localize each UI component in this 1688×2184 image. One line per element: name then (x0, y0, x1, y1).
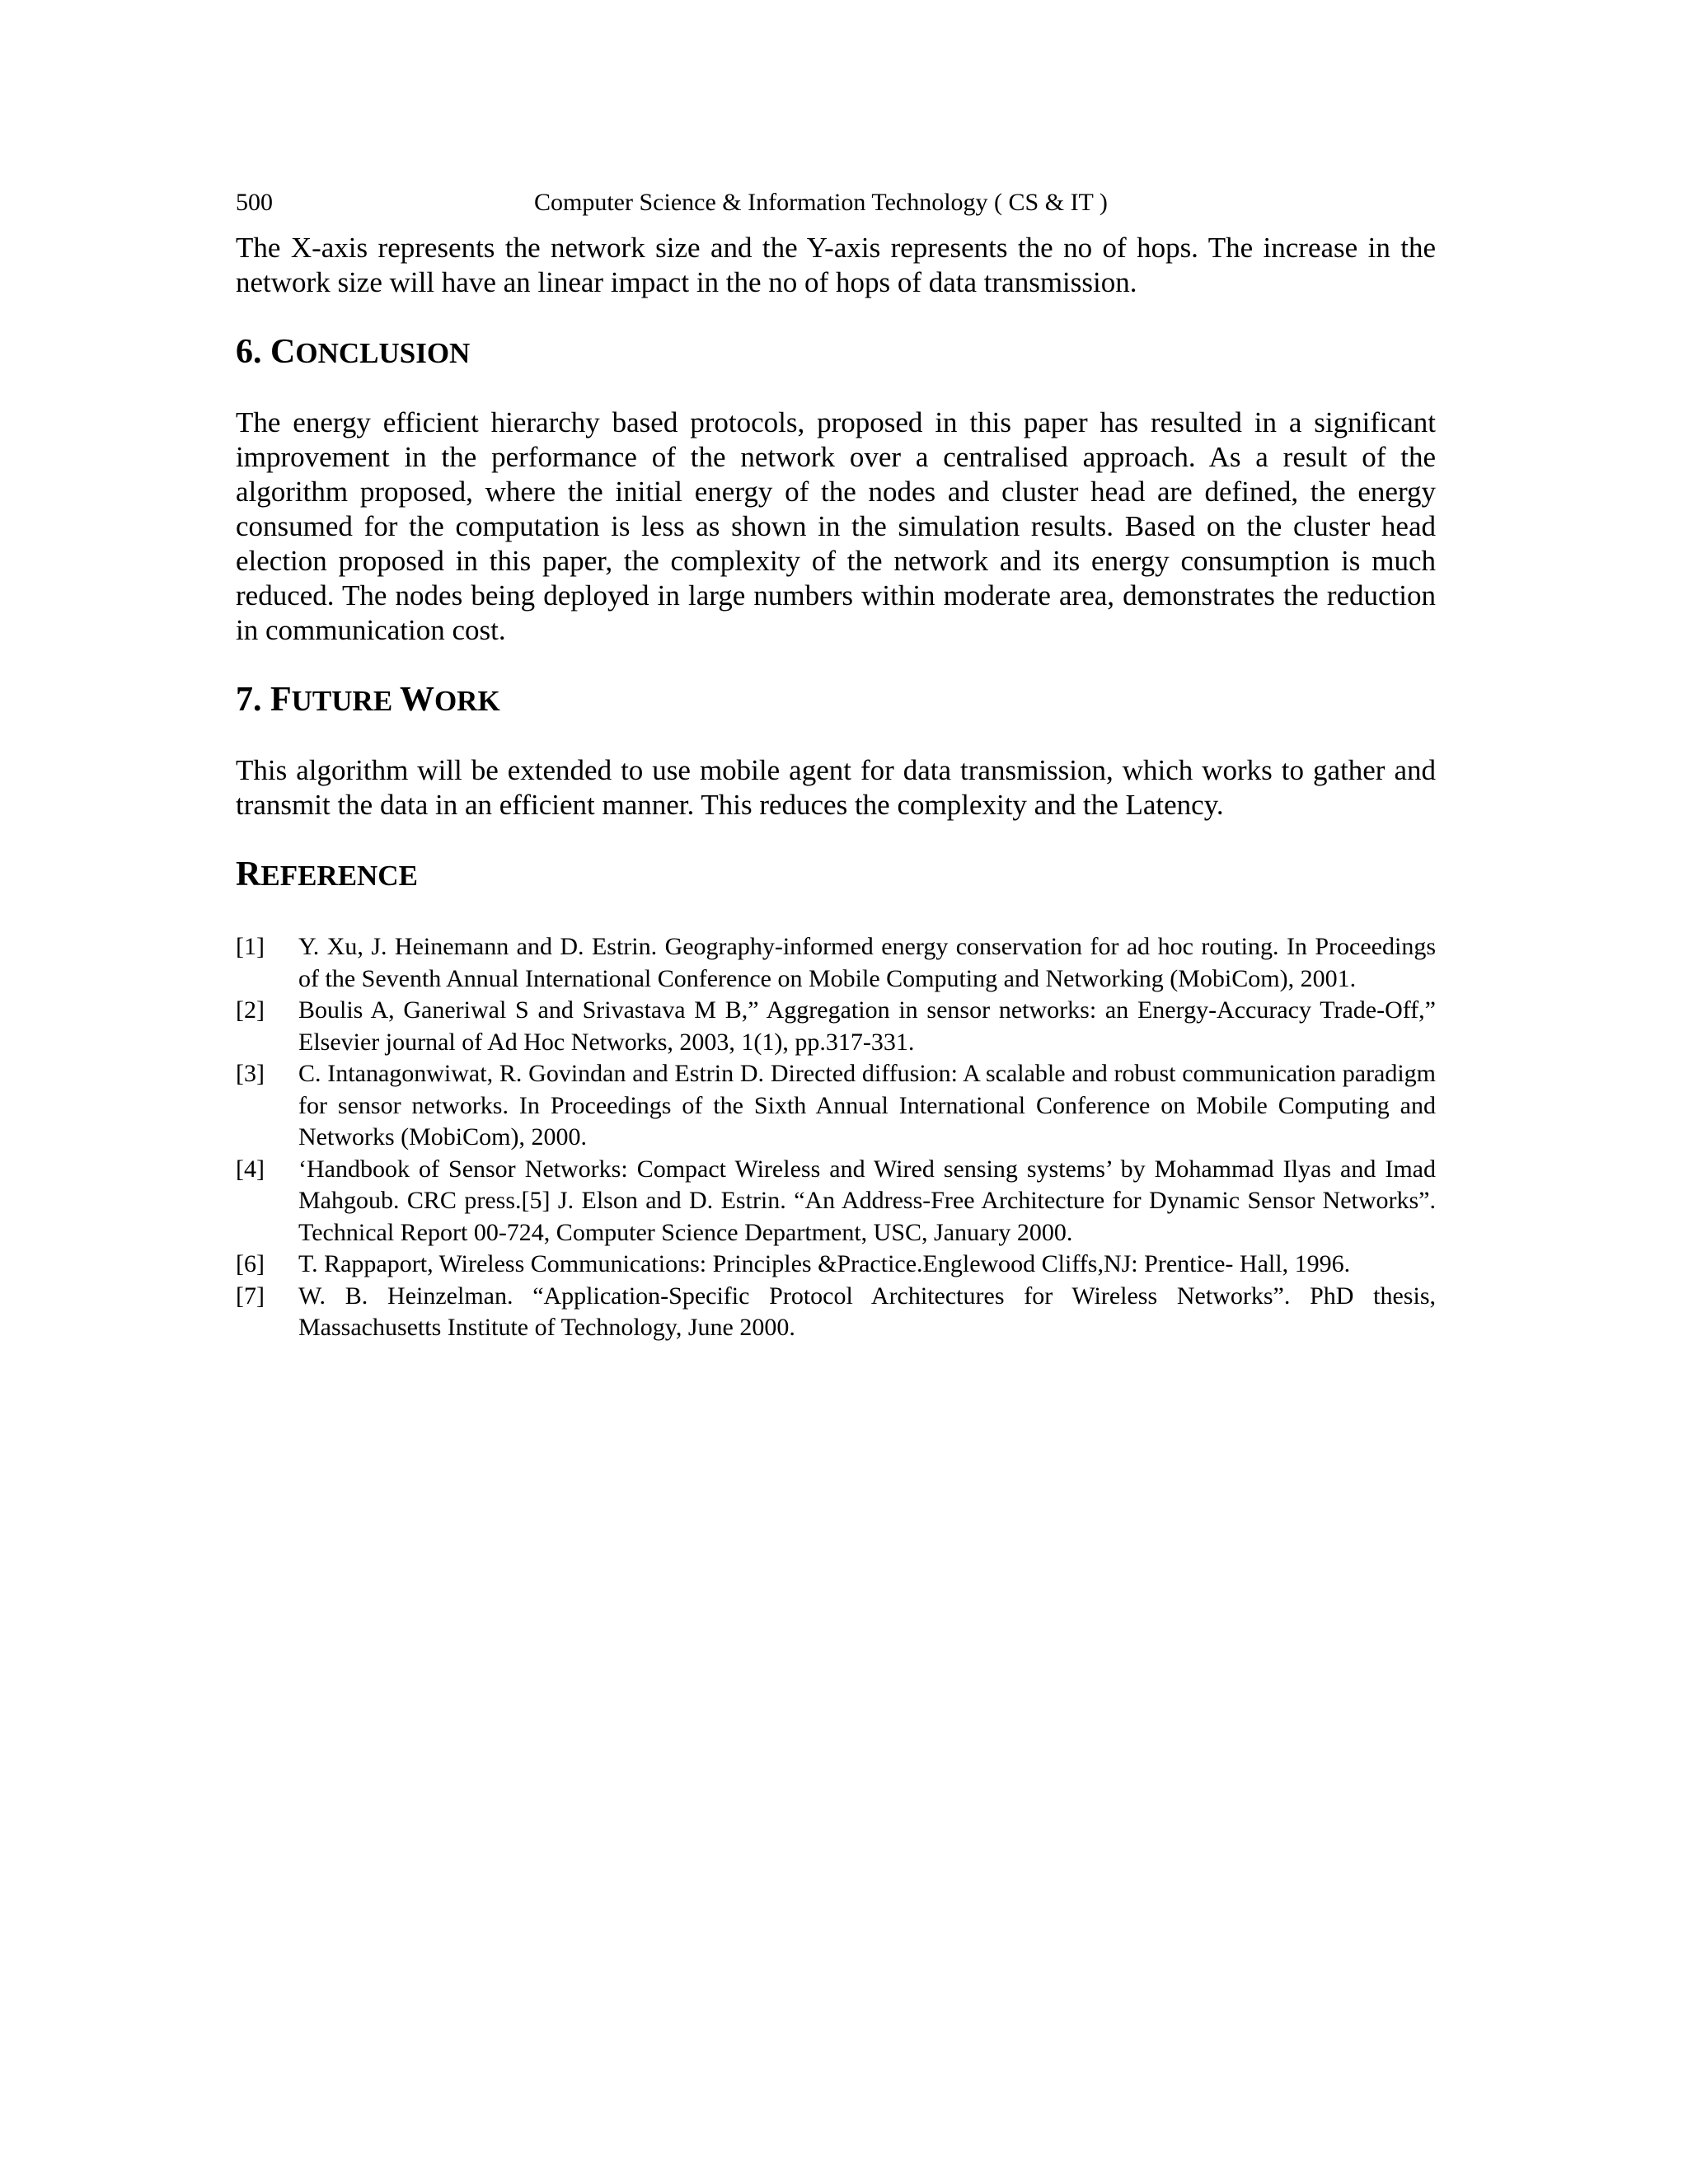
page-content (236, 231, 1436, 1344)
references-heading-initial: R (236, 855, 261, 893)
conclusion-heading-number: 6. (236, 333, 270, 371)
reference-number: [6] (236, 1250, 265, 1277)
references-heading (236, 854, 1436, 897)
reference-item (236, 931, 1436, 995)
future-work-heading-number: 7. (236, 681, 270, 719)
reference-text: C. Intanagonwiwat, R. Govindan and Estrin D. Directed diffusion: A scalable and robust communication paradigm for sensor networks. In Proceedings of the Sixth Annual International Conference on Mobile Computing and Networks (MobiCom), 2000. (298, 1060, 1436, 1151)
reference-item (236, 1249, 1436, 1281)
reference-text: ‘Handbook of Sensor Networks: Compact Wireless and Wired sensing systems’ by Mohammad Ilyas and Imad Mahgoub. CRC press.[5] J. Elson and D. Estrin. “An Address-Free Architecture for Dynamic Sensor Networks”. Technical Report 00-724, Computer Science Department, USC, January 2000. (298, 1155, 1436, 1246)
references-heading-rest: EFERENCE (260, 860, 418, 892)
future-work-heading-rest-1: UTURE (291, 685, 400, 717)
future-work-heading (236, 679, 1436, 722)
reference-item (236, 1281, 1436, 1344)
reference-item (236, 1058, 1436, 1154)
page-header (236, 186, 1436, 219)
reference-text: T. Rappaport, Wireless Communications: Principles &Practice.Englewood Cliffs,NJ: Prentice- Hall, 1996. (298, 1250, 1351, 1277)
reference-number: [1] (236, 933, 265, 960)
reference-item (236, 995, 1436, 1058)
conclusion-paragraph: The energy efficient hierarchy based protocols, proposed in this paper has resulted in a significant improvement in the performance of the network over a centralised approach. As a result of the algorithm proposed, where the initial energy of the nodes and cluster head are defined, the energy consumed for the computation is less as shown in the simulation results. Based on the cluster head election proposed in this paper, the complexity of the network and its energy consumption is much reduced. The nodes being deployed in large numbers within moderate area, demonstrates the reduction in communication cost. (236, 406, 1436, 646)
future-work-heading-initial-2: W (399, 681, 434, 719)
conclusion-heading (236, 331, 1436, 374)
reference-number: [4] (236, 1155, 265, 1183)
future-work-paragraph: This algorithm will be extended to use mobile agent for data transmission, which works to gather and transmit the data in an efficient manner. This reduces the complexity and the Latency. (236, 754, 1436, 821)
reference-text: W. B. Heinzelman. “Application-Specific Protocol Architectures for Wireless Networks”. PhD thesis, Massachusetts Institute of Technology, June 2000. (298, 1282, 1436, 1341)
page-number: 500 (236, 189, 273, 216)
reference-text: Boulis A, Ganeriwal S and Srivastava M B,” Aggregation in sensor networks: an Energy-Accuracy Trade-Off,” Elsevier journal of Ad Hoc Networks, 2003, 1(1), pp.317-331. (298, 996, 1436, 1056)
intro-paragraph: The X-axis represents the network size and the Y-axis represents the no of hops. The increase in the network size will have an linear impact in the no of hops of data transmission. (236, 232, 1436, 298)
reference-number: [7] (236, 1282, 265, 1310)
future-work-heading-initial-1: F (270, 681, 292, 719)
reference-list (236, 931, 1436, 1344)
reference-number: [3] (236, 1060, 265, 1087)
conclusion-heading-rest: ONCLUSION (295, 337, 471, 369)
running-title: Computer Science & Information Technology ( CS & IT ) (534, 189, 1108, 216)
reference-text: Y. Xu, J. Heinemann and D. Estrin. Geography-informed energy conservation for ad hoc routing. In Proceedings of the Seventh Annual International Conference on Mobile Computing and Networking (MobiCom), 2001. (298, 933, 1436, 992)
reference-item (236, 1154, 1436, 1249)
reference-number: [2] (236, 996, 265, 1024)
conclusion-heading-initial: C (270, 333, 296, 371)
future-work-heading-rest-2: ORK (434, 685, 500, 717)
